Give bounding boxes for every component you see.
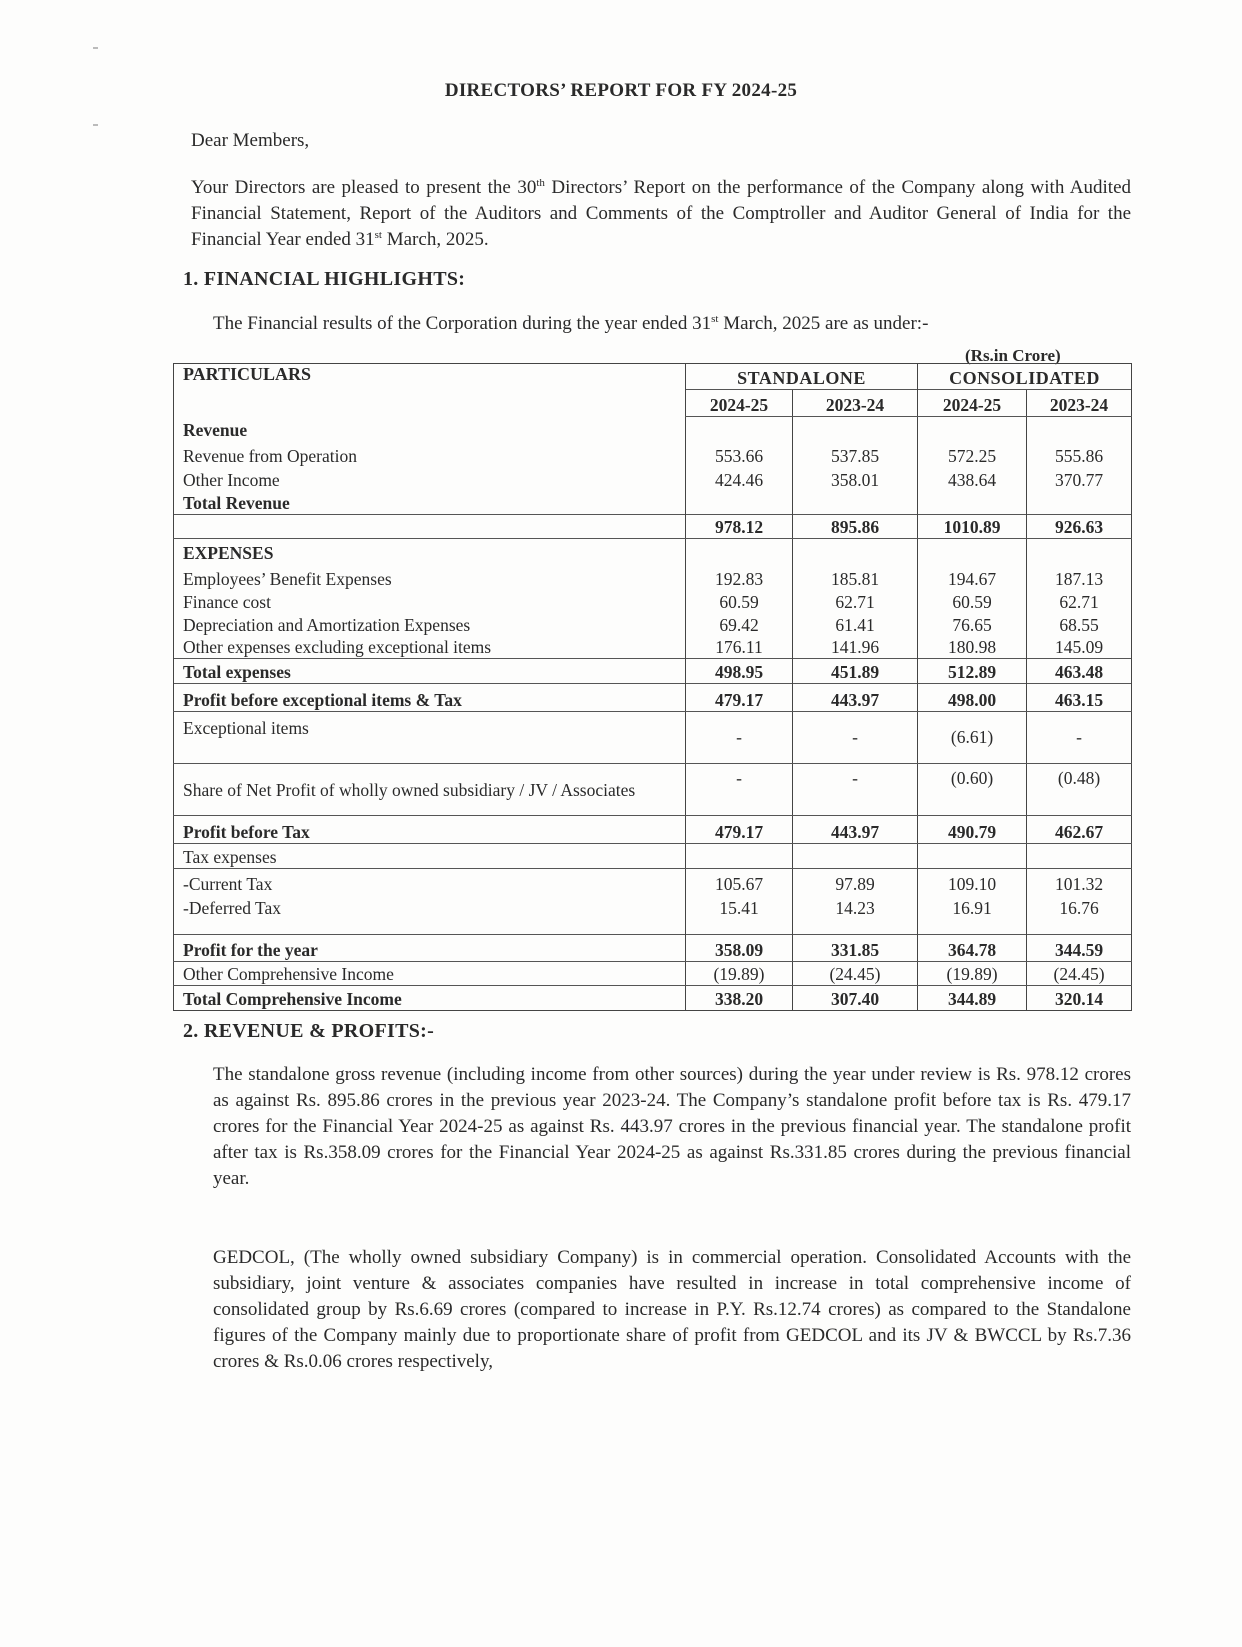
value-cell: 145.09 [1027,636,1132,659]
row-label: Profit before Tax [174,816,686,844]
intro-text: Your Directors are pleased to present the 30 [191,177,537,198]
value-cell: 424.46 [686,467,793,491]
value-cell: 479.17 [686,816,793,844]
intro-paragraph [191,175,1131,253]
scan-mark [93,47,98,49]
year-header: 2024-25 [918,390,1027,417]
value-cell: - [793,764,918,816]
row-label: Other expenses excluding exceptional items [174,636,686,659]
results-lead [213,311,1143,337]
value-cell: 180.98 [918,636,1027,659]
section-heading-revenue-profits: 2. REVENUE & PROFITS:- [183,1020,435,1042]
row-label: Finance cost [174,590,686,613]
salutation: Dear Members, [191,130,310,151]
value-cell: - [793,712,918,764]
value-cell: 463.15 [1027,684,1132,712]
section-heading-financial-highlights: 1. FINANCIAL HIGHLIGHTS: [183,268,466,290]
empty-cell [686,539,793,564]
empty-cell [1027,539,1132,564]
empty-cell [174,919,686,935]
value-cell: 344.59 [1027,935,1132,962]
value-cell: 109.10 [918,869,1027,895]
value-cell: 192.83 [686,564,793,590]
row-label: Profit before exceptional items & Tax [174,684,686,712]
row-label: Profit for the year [174,935,686,962]
value-cell: 187.13 [1027,564,1132,590]
empty-cell [686,844,793,869]
value-cell: 512.89 [918,659,1027,684]
empty-cell [793,844,918,869]
value-cell: 926.63 [1027,515,1132,539]
empty-cell [793,417,918,441]
value-cell: 1010.89 [918,515,1027,539]
empty-cell [1027,491,1132,515]
value-cell: 370.77 [1027,467,1132,491]
value-cell: (0.48) [1027,764,1132,816]
value-cell: 344.89 [918,986,1027,1011]
value-cell: 68.55 [1027,613,1132,636]
value-cell: 978.12 [686,515,793,539]
unit-label: (Rs.in Crore) [965,346,1061,365]
row-label: Total Revenue [174,491,686,515]
row-label: Employees’ Benefit Expenses [174,564,686,590]
value-cell: - [686,764,793,816]
value-cell: 438.64 [918,467,1027,491]
value-cell: (6.61) [918,712,1027,764]
empty-cell [174,515,686,539]
value-cell: 320.14 [1027,986,1132,1011]
value-cell: - [1027,712,1132,764]
value-cell: 141.96 [793,636,918,659]
value-cell: (24.45) [1027,962,1132,986]
year-header: 2023-24 [1027,390,1132,417]
superscript: st [711,313,719,325]
empty-cell [918,844,1027,869]
value-cell: 498.95 [686,659,793,684]
value-cell: 443.97 [793,684,918,712]
empty-cell [918,919,1027,935]
header-particulars: PARTICULARS [174,364,686,417]
row-label: EXPENSES [174,539,686,564]
value-cell: 15.41 [686,895,793,919]
row-label: Other Comprehensive Income [174,962,686,986]
year-header: 2023-24 [793,390,918,417]
empty-cell [1027,919,1132,935]
row-label: Share of Net Profit of wholly owned subsidiary / JV / Associates [174,764,686,816]
value-cell: 498.00 [918,684,1027,712]
empty-cell [918,417,1027,441]
header-consolidated: CONSOLIDATED [918,364,1132,390]
empty-cell [686,491,793,515]
empty-cell [686,919,793,935]
value-cell: 338.20 [686,986,793,1011]
row-label: Depreciation and Amortization Expenses [174,613,686,636]
value-cell: 364.78 [918,935,1027,962]
value-cell: 572.25 [918,441,1027,467]
row-label: Total Comprehensive Income [174,986,686,1011]
row-label: Revenue from Operation [174,441,686,467]
value-cell: 14.23 [793,895,918,919]
lead-text: March, 2025 are as under:- [718,313,929,334]
row-label: Tax expenses [174,844,686,869]
value-cell: 194.67 [918,564,1027,590]
header-standalone: STANDALONE [686,364,918,390]
value-cell: 62.71 [1027,590,1132,613]
value-cell: 60.59 [918,590,1027,613]
superscript: th [536,177,545,189]
value-cell: (19.89) [686,962,793,986]
value-cell: 105.67 [686,869,793,895]
value-cell: 463.48 [1027,659,1132,684]
value-cell: 60.59 [686,590,793,613]
empty-cell [918,491,1027,515]
row-label: Total expenses [174,659,686,684]
value-cell: 462.67 [1027,816,1132,844]
empty-cell [686,417,793,441]
value-cell: 69.42 [686,613,793,636]
intro-text: March, 2025. [381,229,489,250]
value-cell: 331.85 [793,935,918,962]
value-cell: 97.89 [793,869,918,895]
lead-text: The Financial results of the Corporation during the year ended 31 [213,313,712,334]
report-title: DIRECTORS’ REPORT FOR FY 2024-25 [444,80,798,101]
value-cell: 62.71 [793,590,918,613]
row-label: -Deferred Tax [174,895,686,919]
value-cell: - [686,712,793,764]
value-cell: 307.40 [793,986,918,1011]
value-cell: 443.97 [793,816,918,844]
empty-cell [1027,844,1132,869]
row-label: Exceptional items [174,712,686,764]
value-cell: 16.76 [1027,895,1132,919]
value-cell: 185.81 [793,564,918,590]
row-label: Other Income [174,467,686,491]
value-cell: (0.60) [918,764,1027,816]
value-cell: 101.32 [1027,869,1132,895]
empty-cell [793,919,918,935]
value-cell: 895.86 [793,515,918,539]
empty-cell [793,539,918,564]
value-cell: 76.65 [918,613,1027,636]
value-cell: 61.41 [793,613,918,636]
year-header: 2024-25 [686,390,793,417]
value-cell: 537.85 [793,441,918,467]
value-cell: 358.09 [686,935,793,962]
intro-text: Directors’ Report on the performance of the Company along with Audited Financial Statement, Report of the Auditors and Comments of the Comptroller and Auditor General of India for the Financial Year ended 31 [191,177,1131,250]
superscript: st [374,229,382,241]
value-cell: 358.01 [793,467,918,491]
row-label: -Current Tax [174,869,686,895]
empty-cell [793,491,918,515]
row-label: Revenue [174,417,686,441]
financial-results-table [173,363,1132,1011]
value-cell: 555.86 [1027,441,1132,467]
value-cell: 479.17 [686,684,793,712]
revenue-paragraph: The standalone gross revenue (including income from other sources) during the year under review is Rs. 978.12 crores as against Rs. 895.86 crores in the previous year 2023-24. The Company’s standalone profit before tax is Rs. 479.17 crores for the Financial Year 2024-25 as against Rs. 443.97 crores in the previous financial year. The standalone profit after tax is Rs.358.09 crores for the Financial Year 2024-25 as against Rs.331.85 crores during the previous financial year. [213,1064,1131,1189]
value-cell: 553.66 [686,441,793,467]
value-cell: 16.91 [918,895,1027,919]
consolidation-paragraph: GEDCOL, (The wholly owned subsidiary Company) is in commercial operation. Consolidated Accounts with the subsidiary, joint venture & associates companies have resulted in increase in total comprehensive income of consolidated group by Rs.6.69 crores (compared to increase in P.Y. Rs.12.74 crores) as compared to the Standalone figures of the Company mainly due to proportionate share of profit from GEDCOL and its JV & BWCCL by Rs.7.36 crores & Rs.0.06 crores respectively, [213,1247,1131,1372]
empty-cell [1027,417,1132,441]
value-cell: (24.45) [793,962,918,986]
value-cell: 451.89 [793,659,918,684]
value-cell: 490.79 [918,816,1027,844]
empty-cell [918,539,1027,564]
value-cell: 176.11 [686,636,793,659]
scan-mark [93,124,98,126]
value-cell: (19.89) [918,962,1027,986]
